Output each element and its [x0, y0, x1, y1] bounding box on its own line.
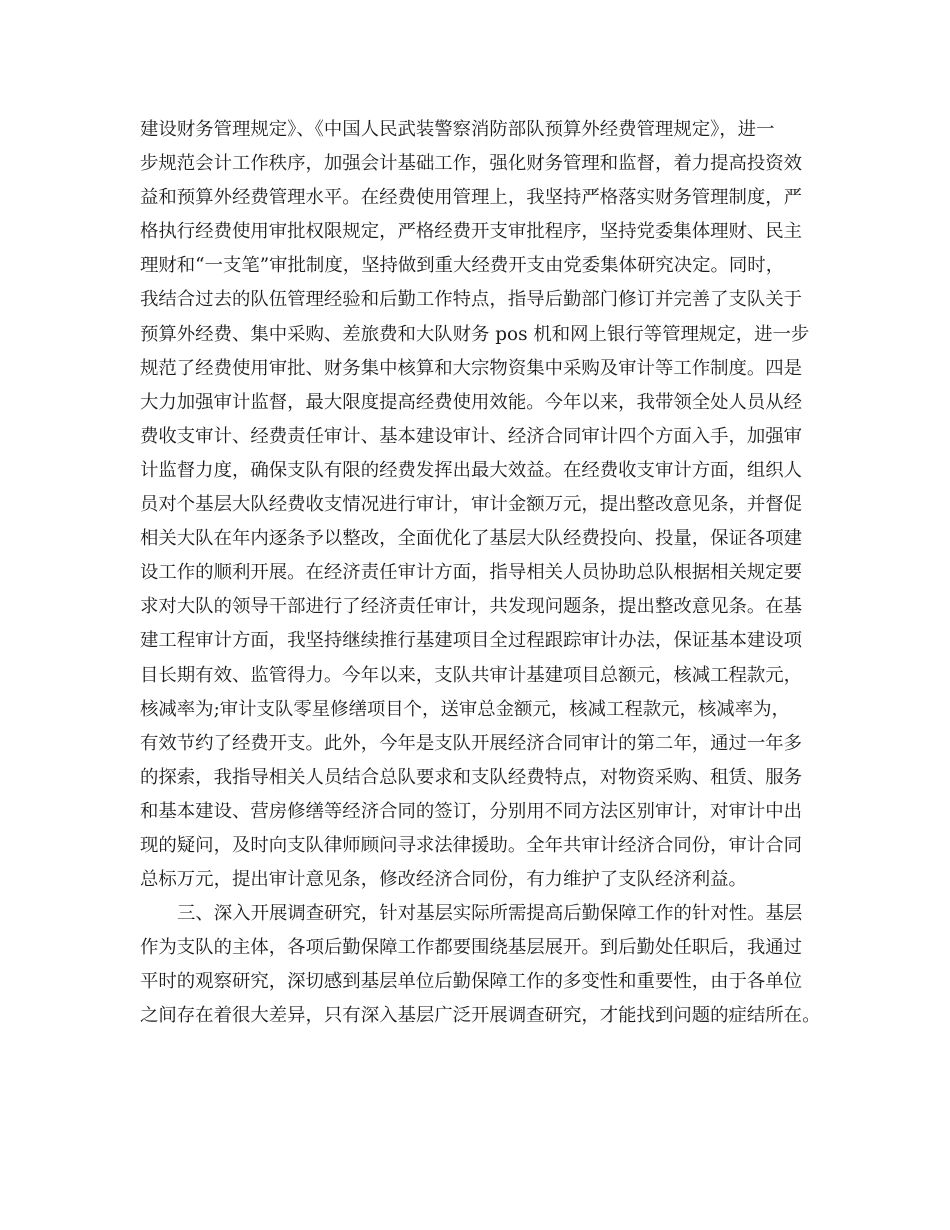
text-line: 作为支队的主体，各项后勤保障工作都要围绕基层展开。到后勤处任职后，我通过 — [140, 937, 803, 959]
text-line: 理财和“一支笔”审批制度，坚持做到重大经费开支由党委集体研究决定。同时， — [140, 255, 785, 277]
text-line: 预算外经费、集中采购、差旅费和大队财务 pos 机和网上银行等管理规定，进一步 — [140, 323, 810, 345]
text-line: 建工程审计方面，我坚持继续推行基建项目全过程跟踪审计办法，保证基本建设项 — [140, 630, 803, 652]
text-line: 目长期有效、监管得力。今年以来，支队共审计基建项目总额元，核减工程款元， — [140, 664, 803, 686]
text-line: 格执行经费使用审批权限规定，严格经费开支审批程序，坚持党委集体理财、民主 — [140, 221, 803, 243]
text-line: 相关大队在年内逐条予以整改，全面优化了基层大队经费投向、投量，保证各项建 — [140, 528, 803, 550]
text-line: 规范了经费使用审批、财务集中核算和大宗物资集中采购及审计等工作制度。四是 — [140, 357, 803, 379]
text-line: 的探索，我指导相关人员结合总队要求和支队经费特点，对物资采购、租赁、服务 — [140, 766, 803, 788]
text-line: 平时的观察研究，深切感到基层单位后勤保障工作的多变性和重要性，由于各单位 — [140, 971, 803, 993]
document-body — [140, 113, 830, 1034]
text-line: 和基本建设、营房修缮等经济合同的签订，分别用不同方法区别审计，对审计中出 — [140, 800, 803, 822]
text-line: 大力加强审计监督，最大限度提高经费使用效能。今年以来，我带领全处人员从经 — [140, 391, 803, 413]
text-line: 有效节约了经费开支。此外，今年是支队开展经济合同审计的第二年，通过一年多 — [140, 732, 803, 754]
text-line: 员对个基层大队经费收支情况进行审计，审计金额万元，提出整改意见条，并督促 — [140, 494, 803, 516]
paragraph-start-line: 三、深入开展调查研究，针对基层实际所需提高后勤保障工作的针对性。基层 — [177, 903, 803, 925]
text-line: 步规范会计工作秩序，加强会计基础工作，强化财务管理和监督，着力提高投资效 — [140, 153, 803, 175]
text-line: 之间存在着很大差异，只有深入基层广泛开展调查研究，才能找到问题的症结所在。 — [140, 1005, 821, 1027]
text-line: 费收支审计、经费责任审计、基本建设审计、经济合同审计四个方面入手，加强审 — [140, 425, 803, 447]
text-line: 计监督力度，确保支队有限的经费发挥出最大效益。在经费收支审计方面，组织人 — [140, 459, 803, 481]
text-line: 现的疑问，及时向支队律师顾问寻求法律援助。全年共审计经济合同份，审计合同 — [140, 834, 803, 856]
text-line: 核减率为;审计支队零星修缮项目个，送审总金额元，核减工程款元，核减率为， — [140, 698, 790, 720]
text-line: 总标万元，提出审计意见条，修改经济合同份，有力维护了支队经济利益。 — [140, 869, 747, 891]
text-line: 益和预算外经费管理水平。在经费使用管理上，我坚持严格落实财务管理制度，严 — [140, 187, 803, 209]
text-line: 求对大队的领导干部进行了经济责任审计，共发现问题条，提出整改意见条。在基 — [140, 596, 803, 618]
text-line: 建设财务管理规定》、《中国人民武装警察消防部队预算外经费管理规定》，进一 — [140, 119, 775, 140]
text-line: 设工作的顺利开展。在经济责任审计方面，指导相关人员协助总队根据相关规定要 — [140, 562, 803, 584]
text-line: 我结合过去的队伍管理经验和后勤工作特点，指导后勤部门修订并完善了支队关于 — [140, 289, 803, 311]
